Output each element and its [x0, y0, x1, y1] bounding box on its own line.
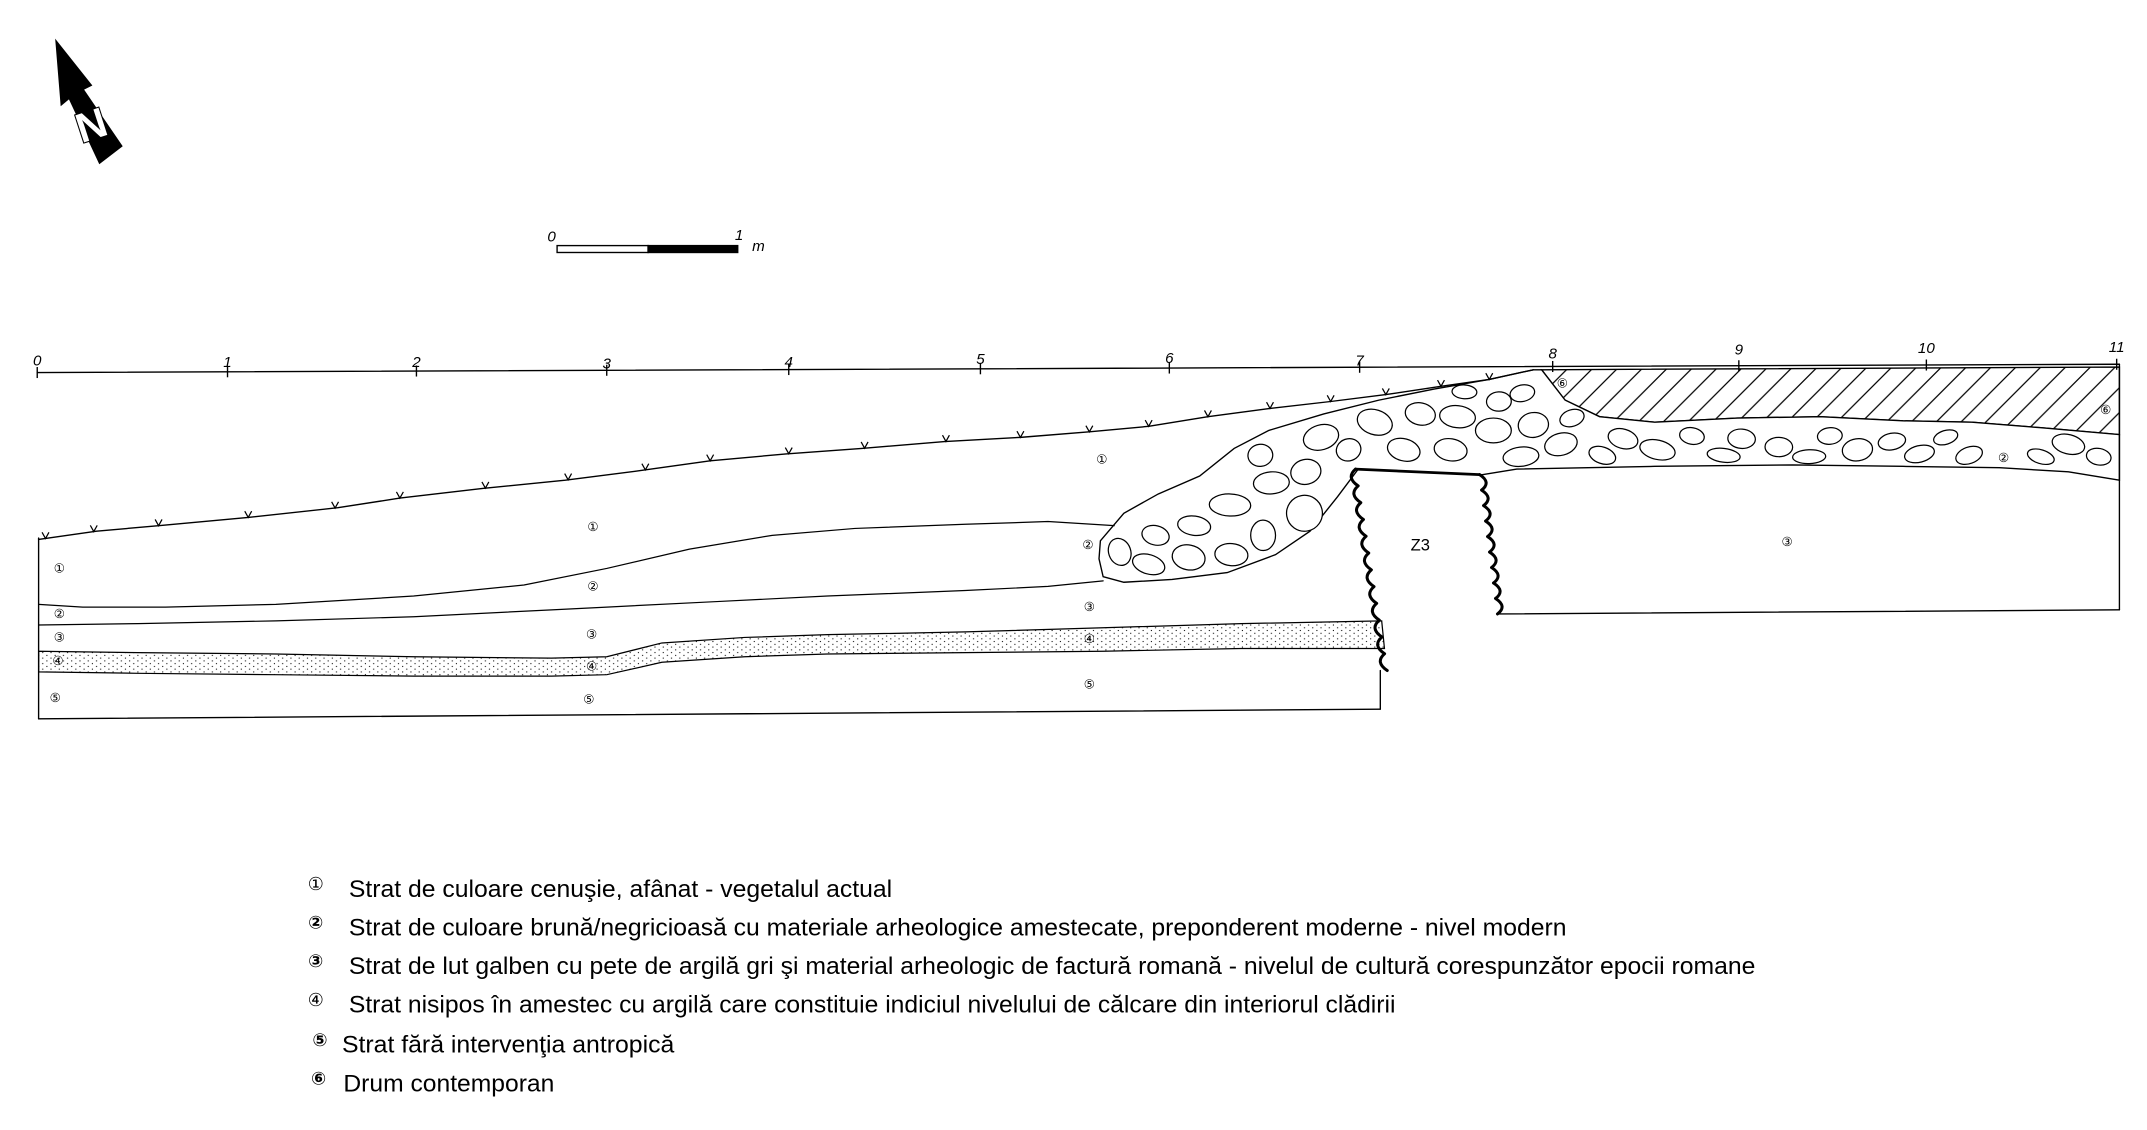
ruler-label-4: 4 [784, 354, 793, 372]
legend-text: Strat de lut galben cu pete de argilă gri şi material arheologic de factură romană - nivelul de cultură corespunzător epocii romane [348, 953, 1756, 981]
layer-label: ② [1082, 537, 1094, 552]
legend-marker: ② [308, 912, 324, 934]
legend-text: Drum contemporan [343, 1070, 555, 1098]
rubble-stone [1475, 418, 1511, 443]
section-bottom-edge [39, 709, 1381, 719]
north-arrow [55, 39, 123, 165]
layer-label: ② [53, 606, 65, 621]
legend-text: Strat nisipos în amestec cu argilă care constituie indiciul nivelului de călcare din interiorul clădirii [348, 991, 1396, 1019]
legend-marker: ⑥ [310, 1068, 327, 1090]
ruler-label-10: 10 [1917, 340, 1935, 358]
vegetation-mark [707, 455, 714, 461]
legend-text: Strat de culoare cenuşie, afânat - vegetalul actual [348, 875, 893, 903]
north-arrow-letter: N [70, 98, 113, 152]
section-right-bottom-edge [1498, 610, 2120, 614]
layer-label: ⑤ [1083, 677, 1095, 692]
legend-text: Strat de culoare brună/negricioasă cu materiale arheologice amestecate, preponderent moderne - nivel modern [348, 914, 1567, 942]
layer-label: ⑥ [2100, 402, 2112, 417]
sandy-layer-band [39, 621, 1385, 676]
layer-boundary-1-2 [39, 522, 1115, 608]
ruler-label-9: 9 [1734, 341, 1744, 359]
legend-marker: ⑤ [312, 1029, 328, 1051]
layer-label: ③ [53, 630, 65, 645]
ruler-label-0: 0 [33, 352, 42, 370]
ruler-label-11: 11 [2108, 338, 2125, 356]
legend [308, 874, 1756, 1097]
scale-bar-end-label: 1 [734, 227, 744, 245]
wall-z3-label: Z3 [1410, 535, 1430, 555]
ruler-label-7: 7 [1355, 352, 1364, 370]
rubble-stone [1765, 437, 1793, 457]
scale-bar-unit-label: m [752, 238, 765, 256]
scale-bar-segment-hollow [557, 246, 648, 253]
vegetation-mark [861, 442, 868, 448]
layer-label: ③ [586, 627, 598, 642]
scale-bar-segment-solid [648, 246, 738, 253]
vegetation-mark [1017, 431, 1024, 437]
ruler-label-3: 3 [602, 355, 611, 373]
vegetation-mark [785, 448, 792, 454]
layer-label: ④ [52, 653, 64, 668]
scale-bar-start-label: 0 [547, 228, 556, 246]
layer-label: ⑥ [1556, 376, 1568, 391]
ruler-label-6: 6 [1165, 349, 1174, 367]
layer-boundary-2-3 [39, 581, 1104, 625]
legend-text: Strat fără intervenţia antropică [341, 1031, 675, 1059]
layer-label: ⑤ [583, 692, 595, 707]
ruler-label-8: 8 [1548, 345, 1557, 363]
layer-label: ③ [1083, 600, 1095, 615]
layer-label: ① [587, 520, 599, 535]
vegetation-mark [943, 435, 950, 441]
rubble-stone [1250, 520, 1275, 551]
layer-label: ③ [1781, 535, 1793, 550]
layer-label: ② [1998, 451, 2010, 466]
scale-bar [547, 227, 764, 255]
ruler-label-5: 5 [976, 351, 985, 369]
vegetation-mark [1086, 426, 1093, 432]
layer-label: ④ [586, 659, 598, 674]
vegetation-mark [155, 519, 162, 525]
layer-label: ⑤ [49, 691, 61, 706]
legend-marker: ① [307, 873, 324, 895]
layer-label: ④ [1083, 631, 1095, 646]
layer-label: ① [1096, 452, 1108, 467]
layer-label: ① [53, 561, 65, 576]
ruler-label-1: 1 [223, 354, 232, 372]
legend-marker: ④ [307, 989, 324, 1011]
section-profile [39, 364, 2120, 719]
wall-z3-right-face [1480, 475, 1502, 614]
layer-label: ② [587, 579, 599, 594]
ruler-label-2: 2 [412, 354, 421, 372]
rubble-stone [1486, 391, 1512, 412]
legend-marker: ③ [308, 951, 324, 973]
